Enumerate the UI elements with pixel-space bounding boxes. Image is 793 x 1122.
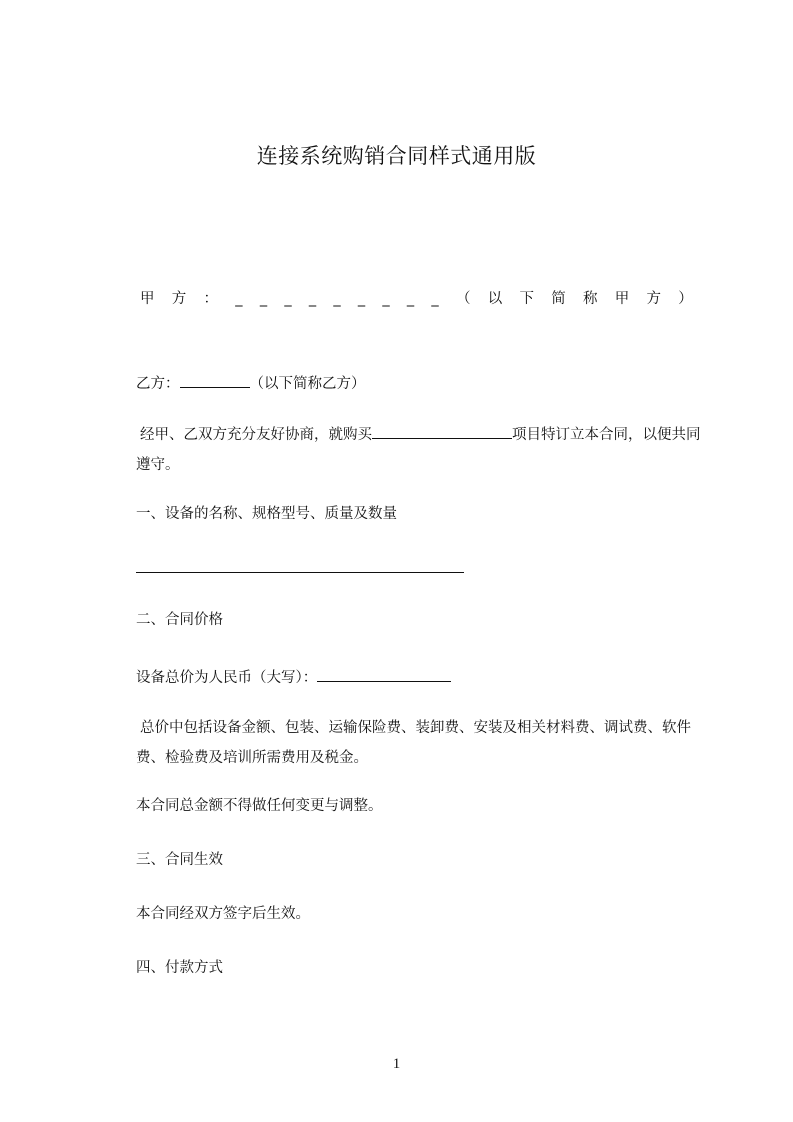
section-1-heading: 一、设备的名称、规格型号、质量及数量 (136, 506, 397, 522)
party-b-blank (180, 371, 250, 388)
total-price-line (136, 665, 451, 688)
party-a-char: （ (455, 291, 471, 307)
intro-paragraph (136, 420, 702, 480)
party-a-char: 下 (519, 291, 534, 307)
party-a-blank-char: _ (308, 291, 317, 307)
party-a-char: 甲 (140, 291, 155, 307)
party-a-line (140, 289, 693, 309)
party-a-blank-char: _ (431, 291, 439, 307)
no-change-clause: 本合同总金额不得做任何变更与调整。 (136, 798, 383, 814)
party-a-char: 以 (487, 291, 503, 307)
party-a-char: ） (678, 291, 693, 307)
intro-text-after: 项目特订立本合同，以便共同遵守。 (136, 427, 701, 473)
party-a-char: 方 (171, 291, 187, 307)
party-a-blank-char: _ (333, 291, 341, 307)
equipment-details-blank-line (136, 572, 464, 573)
party-a-blank-char: _ (284, 291, 292, 307)
section-4-heading: 四、付款方式 (136, 960, 223, 976)
price-includes-paragraph: 总价中包括设备金额、包装、运输保险费、装卸费、安装及相关材料费、调试费、软件费、检验费及培训所需费用及税金。 (136, 720, 691, 766)
party-b-label: 乙方： (136, 376, 180, 392)
party-b-suffix: （以下简称乙方） (249, 376, 366, 392)
party-b-line (136, 371, 366, 394)
party-a-char: ： (203, 291, 219, 307)
party-a-blank-char: _ (259, 291, 268, 307)
effective-clause: 本合同经双方签字后生效。 (136, 906, 310, 922)
party-a-char: 甲 (614, 291, 630, 307)
total-price-label: 设备总价为人民币（大写）： (136, 670, 318, 686)
page-number: 1 (392, 1056, 401, 1072)
intro-text-before: 经甲、乙双方充分友好协商，就购买 (140, 427, 372, 443)
party-a-blank-char: _ (406, 291, 415, 307)
document-title: 连接系统购销合同样式通用版 (256, 144, 537, 168)
total-price-blank (317, 665, 451, 682)
party-a-char: 方 (646, 291, 662, 307)
party-a-blank-char: _ (235, 291, 243, 307)
section-3-heading: 三、合同生效 (136, 852, 223, 868)
section-2-heading: 二、合同价格 (136, 612, 223, 628)
party-a-char: 称 (583, 291, 598, 307)
party-a-char: 简 (551, 291, 566, 307)
party-a-blank-char: _ (382, 291, 390, 307)
party-a-blank-char: _ (357, 291, 366, 307)
purchase-item-blank (372, 422, 512, 439)
